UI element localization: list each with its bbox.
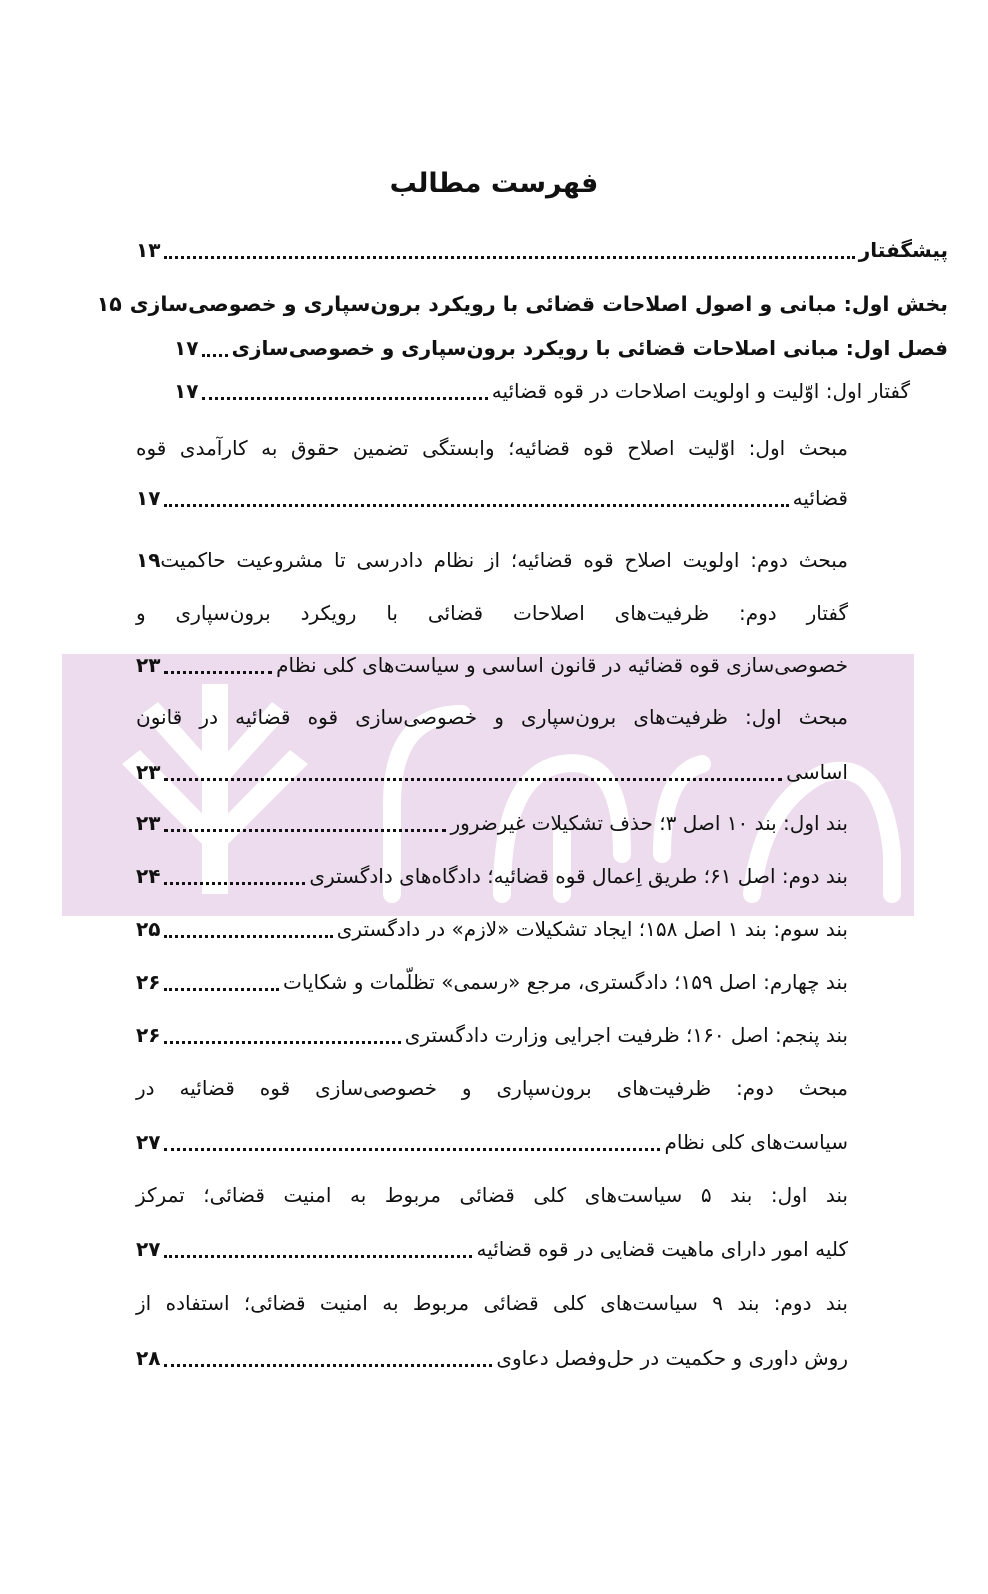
toc-page-number: ۱۷ [174, 336, 199, 360]
toc-page-number: ۱۹ [136, 548, 161, 572]
toc-entry-text: خصوصی‌سازی قوه قضائیه در قانون اساسی و سیاست‌های کلی نظام [276, 653, 848, 677]
toc-entry-clause-6-line-2[interactable] [136, 1229, 848, 1269]
dot-leader [164, 1041, 400, 1044]
toc-entry-text: بند دوم: اصل ۶۱؛ طریق اِعمال قوه قضائیه؛ دادگاه‌های دادگستری [309, 864, 848, 888]
toc-entry-clause-7-line-2[interactable] [136, 1338, 848, 1378]
toc-entry-clause-1[interactable] [136, 803, 848, 843]
toc-entry-text: بند دوم: بند ۹ سیاست‌های کلی قضائی مربوط به امنیت قضائی؛ استفاده از [136, 1291, 848, 1315]
toc-entry-topic-1-line-1[interactable] [136, 428, 848, 468]
toc-entry-preface[interactable] [136, 230, 948, 270]
toc-entry-text: مبحث اول: اوّلیت اصلاح قوه قضائیه؛ وابستگی تضمین حقوق به کارآمدی قوه [136, 436, 848, 460]
toc-page-number: ۱۷ [174, 379, 199, 403]
toc-page-number: ۱۷ [136, 486, 161, 510]
toc-page-number: ۲۶ [136, 1023, 161, 1047]
toc-page-number: ۲۶ [136, 970, 161, 994]
toc-page-number: ۲۳ [136, 653, 161, 677]
toc-entry-chapter-1[interactable] [174, 328, 948, 368]
dot-leader [164, 256, 854, 259]
toc-entry-text: بند سوم: بند ۱ اصل ۱۵۸؛ ایجاد تشکیلات «لازم» در دادگستری [336, 917, 848, 941]
toc-page-number: ۲۷ [136, 1130, 161, 1154]
toc-entry-text: مبحث دوم: اولویت اصلاح قوه قضائیه؛ از نظام دادرسی تا مشروعیت حاکمیت [160, 548, 848, 572]
toc-page-number: ۲۸ [136, 1346, 161, 1370]
toc-entry-topic-4-line-1[interactable] [136, 1068, 848, 1108]
toc-entry-section-2-line-1[interactable] [136, 593, 848, 633]
toc-page-number: ۱۵ [96, 292, 122, 316]
toc-entry-part-1[interactable] [96, 284, 948, 324]
toc-entry-clause-2[interactable] [136, 856, 848, 896]
toc-entry-text: گفتار دوم: ظرفیت‌های اصلاحات قضائی با رویکرد برون‌سپاری و [136, 601, 848, 625]
toc-entry-text: بند پنجم: اصل ۱۶۰؛ ظرفیت اجرایی وزارت دادگستری [404, 1023, 848, 1047]
toc-entry-text: سیاست‌های کلی نظام [664, 1130, 848, 1154]
toc-entry-clause-5[interactable] [136, 1015, 848, 1055]
toc-entry-clause-4[interactable] [136, 962, 848, 1002]
dot-leader [164, 1148, 660, 1151]
dot-leader [164, 671, 272, 674]
toc-page-number: ۲۴ [136, 864, 161, 888]
toc-page-number: ۲۷ [136, 1237, 161, 1261]
dot-leader [164, 778, 782, 781]
toc-entry-text: مبحث دوم: ظرفیت‌های برون‌سپاری و خصوصی‌سازی قوه قضائیه در [136, 1076, 848, 1100]
toc-entry-clause-6-line-1[interactable] [136, 1175, 848, 1215]
toc-entry-topic-2[interactable] [136, 540, 848, 580]
toc-entry-text: بند اول: بند ۱۰ اصل ۳؛ حذف تشکیلات غیرضرور [450, 811, 848, 835]
toc-page-number: ۲۳ [136, 760, 161, 784]
toc-entry-clause-7-line-1[interactable] [136, 1283, 848, 1323]
dot-leader [164, 504, 788, 507]
toc-entry-topic-1-line-2[interactable] [136, 478, 848, 518]
toc-page-number: ۲۵ [136, 917, 161, 941]
dot-leader [164, 882, 305, 885]
toc-entry-text: اساسی [786, 760, 848, 784]
toc-entry-text: مبحث اول: ظرفیت‌های برون‌سپاری و خصوصی‌سازی قوه قضائیه در قانون [136, 705, 848, 729]
toc-entry-text: بخش اول: مبانی و اصول اصلاحات قضائی با رویکرد برون‌سپاری و خصوصی‌سازی [129, 292, 948, 316]
toc-entry-topic-3-line-2[interactable] [136, 752, 848, 792]
toc-entry-section-2-line-2[interactable] [136, 645, 848, 685]
toc-page-number: ۱۳ [136, 238, 161, 262]
dot-leader [164, 1364, 492, 1367]
toc-entry-text: بند چهارم: اصل ۱۵۹؛ دادگستری، مرجع «رسمی» تظلّمات و شکایات [283, 970, 848, 994]
toc-entry-clause-3[interactable] [136, 909, 848, 949]
toc-entry-text: بند اول: بند ۵ سیاست‌های کلی قضائی مربوط به امنیت قضائی؛ تمرکز [136, 1183, 848, 1207]
dot-leader [164, 829, 446, 832]
page-title: فهرست مطالب [389, 168, 599, 199]
toc-entry-section-1[interactable] [174, 371, 910, 411]
toc-page-number: ۲۳ [136, 811, 161, 835]
toc-entry-topic-3-line-1[interactable] [136, 697, 848, 737]
dot-leader [164, 935, 332, 938]
toc-entry-text: گفتار اول: اوّلیت و اولویت اصلاحات در قوه قضائیه [491, 379, 910, 403]
toc-entry-text: قضائیه [792, 486, 848, 510]
dot-leader [202, 397, 487, 400]
toc-entry-text: پیشگفتار [858, 238, 948, 262]
toc-entry-text: فصل اول: مبانی اصلاحات قضائی با رویکرد برون‌سپاری و خصوصی‌سازی [231, 336, 948, 360]
toc-entry-text: کلیه امور دارای ماهیت قضایی در قوه قضائیه [476, 1237, 848, 1261]
dot-leader [164, 1255, 472, 1258]
dot-leader [202, 354, 227, 357]
dot-leader [164, 988, 279, 991]
toc-entry-topic-4-line-2[interactable] [136, 1122, 848, 1162]
toc-entry-text: روش داوری و حکمیت در حل‌وفصل دعاوی [496, 1346, 848, 1370]
